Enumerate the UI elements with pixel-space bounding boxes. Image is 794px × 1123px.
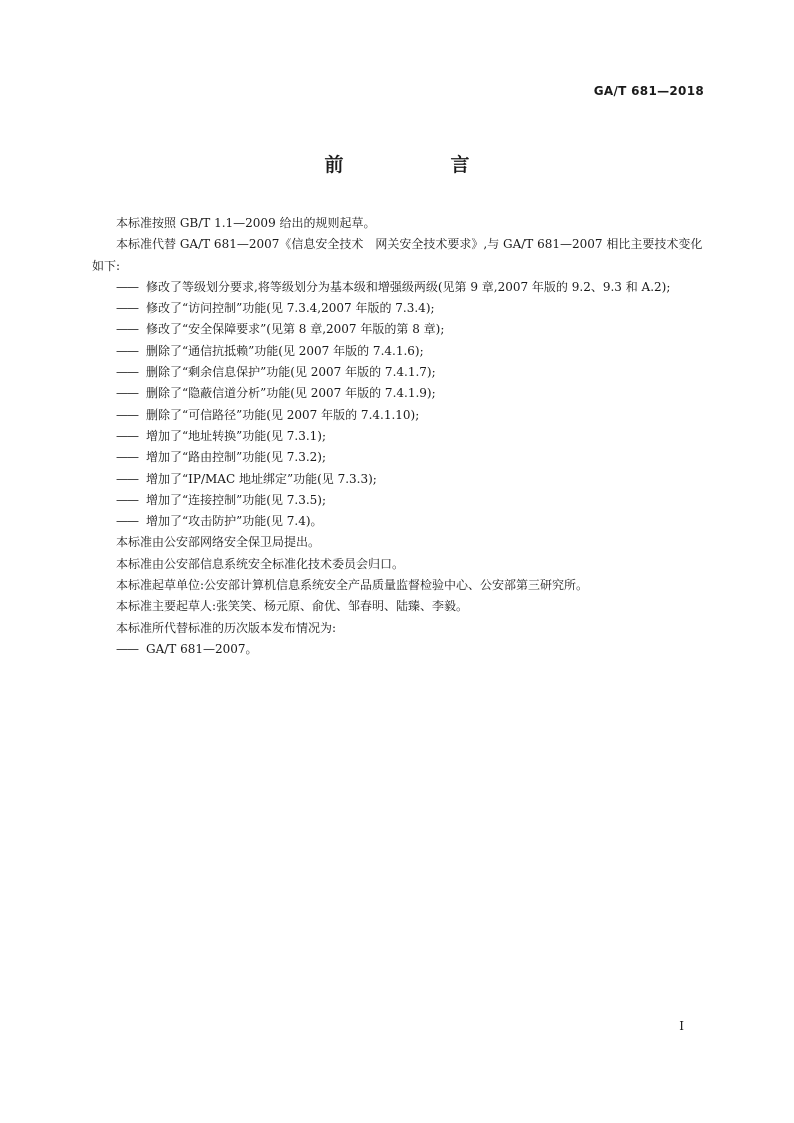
paragraph: 本标准主要起草人:张笑笑、杨元原、俞优、邹春明、陆臻、李毅。: [116, 599, 469, 614]
list-item-text: 修改了“访问控制”功能(见 7.3.4,2007 年版的 7.3.4);: [146, 301, 435, 316]
list-item: [92, 341, 706, 362]
list-item: [92, 469, 706, 490]
list-item-text: 删除了“剩余信息保护”功能(见 2007 年版的 7.4.1.7);: [146, 365, 436, 380]
dash-marker: ——: [116, 279, 138, 294]
dash-marker: ——: [116, 386, 138, 401]
dash-marker: ——: [116, 514, 138, 529]
page-title: 前 言: [324, 154, 514, 176]
list-item-text: 增加了“IP/MAC 地址绑定”功能(见 7.3.3);: [146, 471, 377, 486]
list-item: [92, 490, 706, 511]
paragraph: 本标准由公安部信息系统安全标准化技术委员会归口。: [116, 556, 405, 571]
list-item: [92, 362, 706, 383]
paragraph: 本标准按照 GB/T 1.1—2009 给出的规则起草。: [116, 216, 376, 230]
list-item: [92, 383, 706, 404]
standard-code: GA/T 681—2018: [593, 84, 704, 98]
list-item-text: GA/T 681—2007。: [146, 641, 258, 656]
list-item-text: 增加了“路由控制”功能(见 7.3.2);: [146, 450, 327, 465]
list-item-text: 修改了等级划分要求,将等级划分为基本级和增强级两级(见第 9 章,2007 年版的 9.2、9.3 和 A.2);: [146, 279, 671, 294]
list-item-text: 修改了“安全保障要求”(见第 8 章,2007 年版的第 8 章);: [146, 322, 445, 337]
dash-marker: ——: [116, 492, 138, 507]
list-item-text: 增加了“连接控制”功能(见 7.3.5);: [146, 492, 327, 507]
dash-marker: ——: [116, 471, 138, 486]
list-item: [92, 298, 706, 319]
list-item: [92, 511, 706, 532]
dash-marker: ——: [116, 450, 138, 465]
list-item-text: 删除了“通信抗抵赖”功能(见 2007 年版的 7.4.1.6);: [146, 343, 424, 358]
dash-marker: ——: [116, 343, 138, 358]
dash-marker: ——: [116, 641, 138, 656]
paragraph: 本标准所代替标准的历次版本发布情况为:: [116, 620, 337, 635]
history-list: [92, 639, 706, 660]
list-item: [92, 639, 706, 660]
dash-marker: ——: [116, 428, 138, 443]
list-item: [92, 426, 706, 447]
list-item: [92, 277, 706, 298]
page-number: I: [679, 1019, 684, 1033]
paragraph: 本标准代替 GA/T 681—2007《信息安全技术 网关安全技术要求》,与 GA/T 681—2007 相比主要技术变化如下:: [92, 237, 703, 273]
paragraph: 本标准由公安部网络安全保卫局提出。: [116, 535, 321, 550]
list-item-text: 增加了“攻击防护”功能(见 7.4)。: [146, 514, 323, 529]
dash-marker: ——: [116, 322, 138, 337]
dash-marker: ——: [116, 407, 138, 422]
list-item-text: 增加了“地址转换”功能(见 7.3.1);: [146, 428, 327, 443]
list-item-text: 删除了“可信路径”功能(见 2007 年版的 7.4.1.10);: [146, 407, 420, 422]
list-item: [92, 405, 706, 426]
change-list: [92, 277, 706, 533]
paragraph: 本标准起草单位:公安部计算机信息系统安全产品质量监督检验中心、公安部第三研究所。: [116, 578, 589, 593]
document-body: [92, 213, 706, 660]
list-item: [92, 447, 706, 468]
list-item: [92, 319, 706, 340]
dash-marker: ——: [116, 301, 138, 316]
list-item-text: 删除了“隐蔽信道分析”功能(见 2007 年版的 7.4.1.9);: [146, 386, 436, 401]
dash-marker: ——: [116, 365, 138, 380]
